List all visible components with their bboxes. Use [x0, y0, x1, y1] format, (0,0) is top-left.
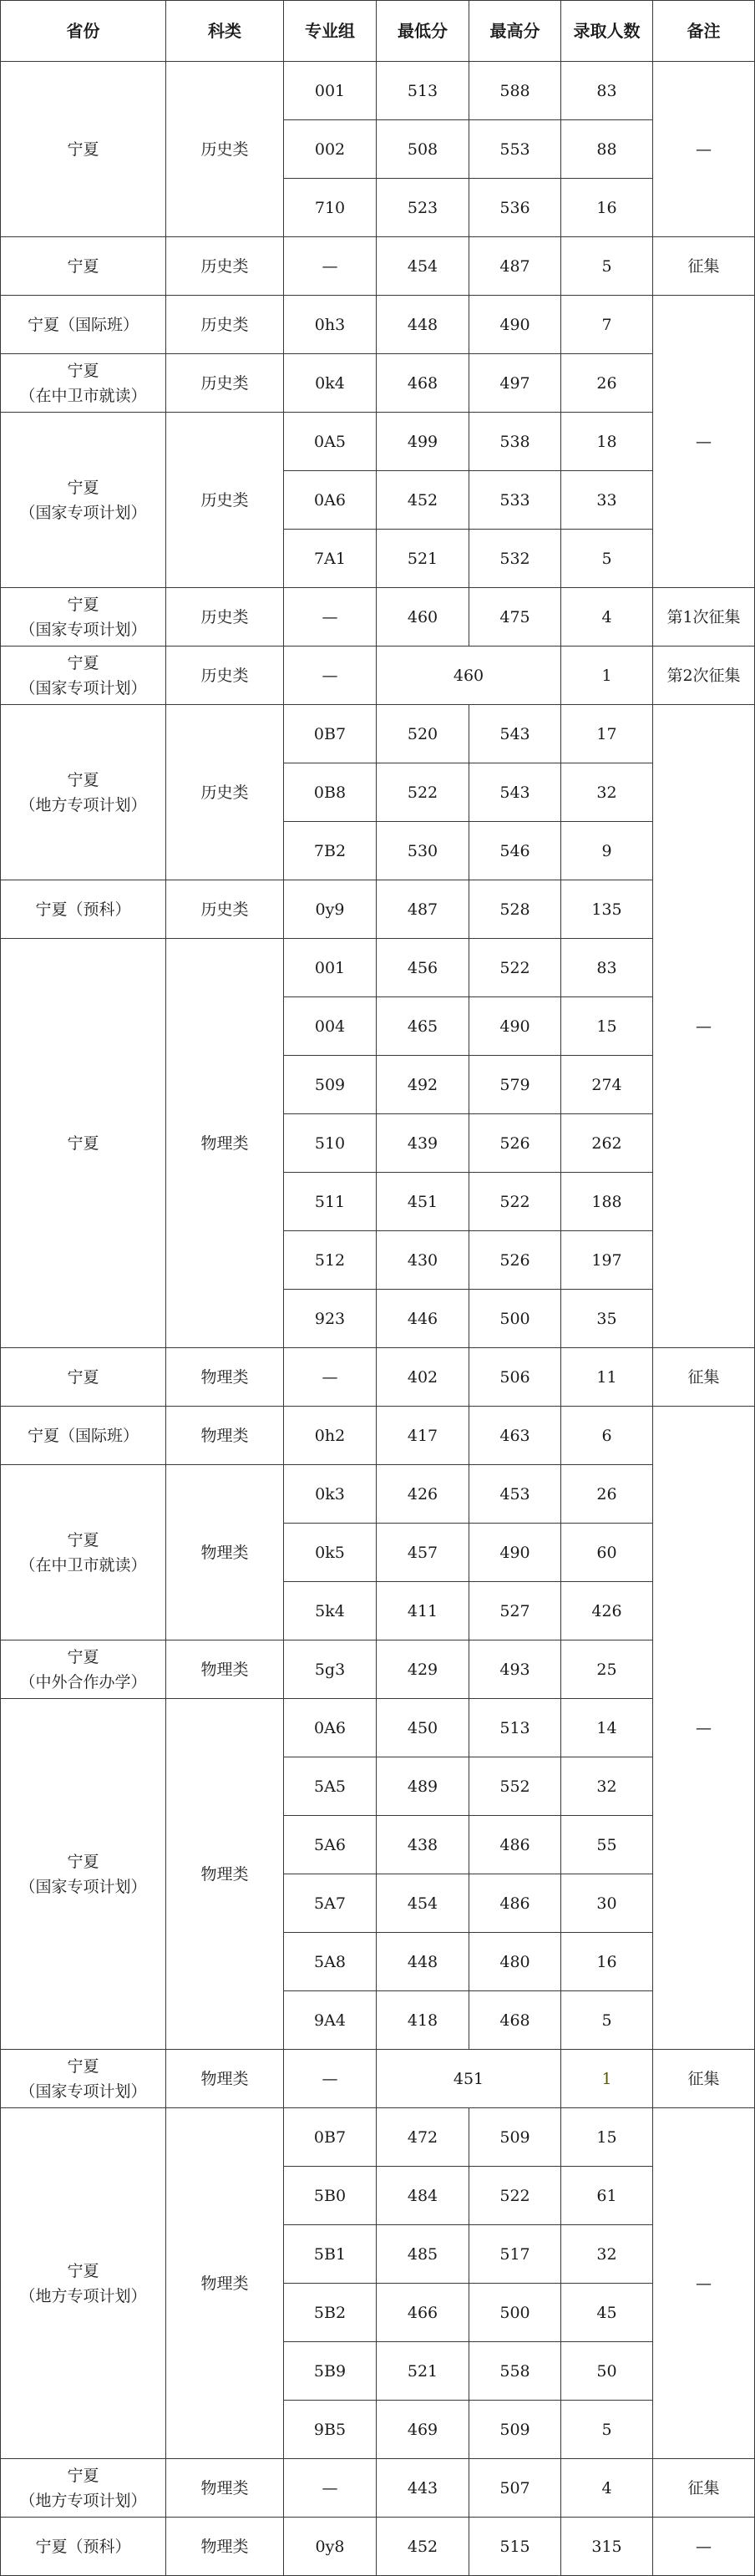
max-cell: 490 [469, 997, 561, 1056]
max-cell: 453 [469, 1465, 561, 1524]
count-cell: 5 [561, 530, 653, 588]
group-cell: 0B7 [284, 2108, 377, 2167]
note-cell: — [653, 2518, 755, 2576]
group-cell: 5A5 [284, 1757, 377, 1816]
table-row [1, 939, 755, 997]
col-group: 专业组 [284, 1, 377, 62]
table-row [1, 354, 755, 413]
min-cell: 520 [377, 705, 469, 763]
group-cell: 9A4 [284, 1991, 377, 2050]
min-cell: 429 [377, 1640, 469, 1699]
table-row [1, 1348, 755, 1407]
count-cell: 6 [561, 1407, 653, 1465]
count-cell: 135 [561, 880, 653, 939]
province-cell: 宁夏 （在中卫市就读） [1, 354, 166, 413]
min-cell: 438 [377, 1816, 469, 1874]
province-cell: 宁夏 （地方专项计划） [1, 2108, 166, 2459]
category-cell: 历史类 [166, 647, 284, 705]
group-cell: 0A6 [284, 471, 377, 530]
table-row [1, 705, 755, 763]
group-cell: 5A8 [284, 1933, 377, 1991]
note-cell: 第1次征集 [653, 588, 755, 647]
note-cell: 第2次征集 [653, 647, 755, 705]
count-cell: 83 [561, 62, 653, 120]
col-max-score: 最高分 [469, 1, 561, 62]
table-row [1, 1699, 755, 1757]
count-cell: 5 [561, 2401, 653, 2459]
province-cell: 宁夏（国际班） [1, 296, 166, 354]
count-cell: 32 [561, 1757, 653, 1816]
min-cell: 454 [377, 237, 469, 296]
category-cell: 物理类 [166, 939, 284, 1348]
min-cell: 452 [377, 471, 469, 530]
count-cell: 35 [561, 1290, 653, 1348]
count-cell: 26 [561, 354, 653, 413]
province-cell: 宁夏 （国家专项计划） [1, 1699, 166, 2050]
table-row [1, 588, 755, 647]
category-cell: 历史类 [166, 62, 284, 237]
group-cell: 0A6 [284, 1699, 377, 1757]
group-cell: 5A7 [284, 1874, 377, 1933]
note-cell: — [653, 296, 755, 588]
col-category: 科类 [166, 1, 284, 62]
province-cell: 宁夏 （在中卫市就读） [1, 1465, 166, 1640]
note-cell: 征集 [653, 2459, 755, 2518]
group-cell: — [284, 588, 377, 647]
count-cell: 7 [561, 296, 653, 354]
province-cell: 宁夏（预科） [1, 2518, 166, 2576]
category-cell: 物理类 [166, 2050, 284, 2108]
max-cell: 588 [469, 62, 561, 120]
province-cell: 宁夏 （国家专项计划） [1, 2050, 166, 2108]
min-cell: 460 [377, 588, 469, 647]
max-cell: 500 [469, 1290, 561, 1348]
max-cell: 475 [469, 588, 561, 647]
province-cell: 宁夏 [1, 62, 166, 237]
group-cell: 0y8 [284, 2518, 377, 2576]
min-cell: 456 [377, 939, 469, 997]
min-cell: 523 [377, 179, 469, 237]
group-cell: 5B9 [284, 2342, 377, 2401]
table-row [1, 2108, 755, 2167]
group-cell: 710 [284, 179, 377, 237]
category-cell: 物理类 [166, 1465, 284, 1640]
category-cell: 历史类 [166, 296, 284, 354]
group-cell: 5B2 [284, 2284, 377, 2342]
category-cell: 历史类 [166, 705, 284, 880]
min-cell: 469 [377, 2401, 469, 2459]
max-cell: 526 [469, 1114, 561, 1173]
min-cell: 487 [377, 880, 469, 939]
group-cell: 5k4 [284, 1582, 377, 1640]
table-row [1, 62, 755, 120]
group-cell: 7B2 [284, 822, 377, 880]
max-cell: 522 [469, 2167, 561, 2225]
group-cell: 0B7 [284, 705, 377, 763]
group-cell: — [284, 2050, 377, 2108]
max-cell: 533 [469, 471, 561, 530]
group-cell: 004 [284, 997, 377, 1056]
min-cell: 522 [377, 763, 469, 822]
count-cell: 197 [561, 1231, 653, 1290]
category-cell: 物理类 [166, 1640, 284, 1699]
max-cell: 490 [469, 1524, 561, 1582]
table-row [1, 237, 755, 296]
max-cell: 497 [469, 354, 561, 413]
group-cell: 0k3 [284, 1465, 377, 1524]
min-cell: 489 [377, 1757, 469, 1816]
table-row [1, 2518, 755, 2576]
max-cell: 517 [469, 2225, 561, 2284]
table-row [1, 647, 755, 705]
max-cell: 500 [469, 2284, 561, 2342]
count-cell: 16 [561, 1933, 653, 1991]
group-cell: 511 [284, 1173, 377, 1231]
max-cell: 538 [469, 413, 561, 471]
max-cell: 553 [469, 120, 561, 179]
table-row [1, 880, 755, 939]
max-cell: 480 [469, 1933, 561, 1991]
max-cell: 506 [469, 1348, 561, 1407]
max-cell: 507 [469, 2459, 561, 2518]
count-cell: 60 [561, 1524, 653, 1582]
group-cell: 001 [284, 939, 377, 997]
min-cell: 402 [377, 1348, 469, 1407]
note-cell: 征集 [653, 2050, 755, 2108]
group-cell: 5g3 [284, 1640, 377, 1699]
min-cell: 468 [377, 354, 469, 413]
header-row [1, 1, 755, 62]
province-cell: 宁夏 （国家专项计划） [1, 647, 166, 705]
min-cell: 411 [377, 1582, 469, 1640]
table-row [1, 2459, 755, 2518]
province-cell: 宁夏 （地方专项计划） [1, 705, 166, 880]
group-cell: — [284, 2459, 377, 2518]
max-cell: 546 [469, 822, 561, 880]
max-cell: 513 [469, 1699, 561, 1757]
max-cell: 558 [469, 2342, 561, 2401]
min-cell: 466 [377, 2284, 469, 2342]
count-cell: 4 [561, 2459, 653, 2518]
group-cell: 0B8 [284, 763, 377, 822]
count-cell: 15 [561, 2108, 653, 2167]
note-cell: 征集 [653, 1348, 755, 1407]
max-cell: 543 [469, 705, 561, 763]
category-cell: 历史类 [166, 354, 284, 413]
group-cell: 0k5 [284, 1524, 377, 1582]
count-cell: 32 [561, 2225, 653, 2284]
category-cell: 历史类 [166, 237, 284, 296]
group-cell: 512 [284, 1231, 377, 1290]
count-cell: 26 [561, 1465, 653, 1524]
group-cell: 510 [284, 1114, 377, 1173]
group-cell: 0k4 [284, 354, 377, 413]
max-cell: 509 [469, 2401, 561, 2459]
table-row [1, 1407, 755, 1465]
group-cell: 0h3 [284, 296, 377, 354]
note-cell: — [653, 2108, 755, 2459]
max-cell: 522 [469, 939, 561, 997]
group-cell: 0y9 [284, 880, 377, 939]
count-cell: 50 [561, 2342, 653, 2401]
group-cell: 923 [284, 1290, 377, 1348]
category-cell: 历史类 [166, 880, 284, 939]
count-cell: 25 [561, 1640, 653, 1699]
max-cell: 486 [469, 1816, 561, 1874]
category-cell: 物理类 [166, 2518, 284, 2576]
count-cell: 61 [561, 2167, 653, 2225]
max-cell: 463 [469, 1407, 561, 1465]
count-cell: 426 [561, 1582, 653, 1640]
max-cell: 515 [469, 2518, 561, 2576]
group-cell: 5A6 [284, 1816, 377, 1874]
count-cell: 5 [561, 1991, 653, 2050]
max-cell: 536 [469, 179, 561, 237]
max-cell: 522 [469, 1173, 561, 1231]
min-cell: 448 [377, 296, 469, 354]
min-cell: 521 [377, 2342, 469, 2401]
max-cell: 526 [469, 1231, 561, 1290]
count-cell: 14 [561, 1699, 653, 1757]
count-cell: 262 [561, 1114, 653, 1173]
category-cell: 物理类 [166, 2108, 284, 2459]
count-cell: 15 [561, 997, 653, 1056]
min-cell: 530 [377, 822, 469, 880]
count-cell: 11 [561, 1348, 653, 1407]
max-cell: 486 [469, 1874, 561, 1933]
count-cell: 45 [561, 2284, 653, 2342]
count-cell: 9 [561, 822, 653, 880]
count-cell: 88 [561, 120, 653, 179]
note-cell: — [653, 1407, 755, 2050]
max-cell: 579 [469, 1056, 561, 1114]
min-cell: 508 [377, 120, 469, 179]
table-row [1, 413, 755, 471]
category-cell: 物理类 [166, 1407, 284, 1465]
count-cell: 33 [561, 471, 653, 530]
score-cell: 451 [377, 2050, 561, 2108]
min-cell: 439 [377, 1114, 469, 1173]
count-cell: 30 [561, 1874, 653, 1933]
group-cell: 9B5 [284, 2401, 377, 2459]
score-cell: 460 [377, 647, 561, 705]
min-cell: 472 [377, 2108, 469, 2167]
group-cell: — [284, 647, 377, 705]
group-cell: 7A1 [284, 530, 377, 588]
province-cell: 宁夏（预科） [1, 880, 166, 939]
note-cell: — [653, 62, 755, 237]
group-cell: 5B0 [284, 2167, 377, 2225]
min-cell: 513 [377, 62, 469, 120]
count-cell: 55 [561, 1816, 653, 1874]
min-cell: 452 [377, 2518, 469, 2576]
group-cell: 002 [284, 120, 377, 179]
min-cell: 450 [377, 1699, 469, 1757]
category-cell: 物理类 [166, 2459, 284, 2518]
count-cell: 315 [561, 2518, 653, 2576]
count-cell: 32 [561, 763, 653, 822]
province-cell: 宁夏 （国家专项计划） [1, 588, 166, 647]
category-cell: 物理类 [166, 1699, 284, 2050]
group-cell: 509 [284, 1056, 377, 1114]
max-cell: 468 [469, 1991, 561, 2050]
max-cell: 490 [469, 296, 561, 354]
count-cell: 274 [561, 1056, 653, 1114]
min-cell: 454 [377, 1874, 469, 1933]
category-cell: 历史类 [166, 413, 284, 588]
min-cell: 499 [377, 413, 469, 471]
min-cell: 465 [377, 997, 469, 1056]
group-cell: 5B1 [284, 2225, 377, 2284]
count-cell: 18 [561, 413, 653, 471]
max-cell: 528 [469, 880, 561, 939]
max-cell: 543 [469, 763, 561, 822]
category-cell: 历史类 [166, 588, 284, 647]
max-cell: 552 [469, 1757, 561, 1816]
min-cell: 451 [377, 1173, 469, 1231]
max-cell: 487 [469, 237, 561, 296]
count-cell: 1 [561, 2050, 653, 2108]
province-cell: 宁夏 （地方专项计划） [1, 2459, 166, 2518]
min-cell: 443 [377, 2459, 469, 2518]
max-cell: 493 [469, 1640, 561, 1699]
min-cell: 485 [377, 2225, 469, 2284]
count-cell: 5 [561, 237, 653, 296]
category-cell: 物理类 [166, 1348, 284, 1407]
group-cell: 0A5 [284, 413, 377, 471]
table-row [1, 296, 755, 354]
col-note: 备注 [653, 1, 755, 62]
count-cell: 17 [561, 705, 653, 763]
min-cell: 446 [377, 1290, 469, 1348]
group-cell: — [284, 237, 377, 296]
count-cell: 16 [561, 179, 653, 237]
count-cell: 188 [561, 1173, 653, 1231]
min-cell: 484 [377, 2167, 469, 2225]
col-count: 录取人数 [561, 1, 653, 62]
min-cell: 417 [377, 1407, 469, 1465]
province-cell: 宁夏 （国家专项计划） [1, 413, 166, 588]
note-cell: 征集 [653, 237, 755, 296]
province-cell: 宁夏 [1, 237, 166, 296]
group-cell: 001 [284, 62, 377, 120]
province-cell: 宁夏 [1, 939, 166, 1348]
count-cell: 4 [561, 588, 653, 647]
min-cell: 430 [377, 1231, 469, 1290]
group-cell: — [284, 1348, 377, 1407]
table-row [1, 1640, 755, 1699]
min-cell: 492 [377, 1056, 469, 1114]
min-cell: 448 [377, 1933, 469, 1991]
col-province: 省份 [1, 1, 166, 62]
min-cell: 418 [377, 1991, 469, 2050]
count-cell: 83 [561, 939, 653, 997]
max-cell: 532 [469, 530, 561, 588]
max-cell: 509 [469, 2108, 561, 2167]
province-cell: 宁夏（国际班） [1, 1407, 166, 1465]
min-cell: 521 [377, 530, 469, 588]
province-cell: 宁夏 [1, 1348, 166, 1407]
table-row [1, 1465, 755, 1524]
note-cell: — [653, 705, 755, 1348]
min-cell: 426 [377, 1465, 469, 1524]
col-min-score: 最低分 [377, 1, 469, 62]
max-cell: 527 [469, 1582, 561, 1640]
table-row [1, 2050, 755, 2108]
province-cell: 宁夏 （中外合作办学） [1, 1640, 166, 1699]
min-cell: 457 [377, 1524, 469, 1582]
count-cell: 1 [561, 647, 653, 705]
group-cell: 0h2 [284, 1407, 377, 1465]
